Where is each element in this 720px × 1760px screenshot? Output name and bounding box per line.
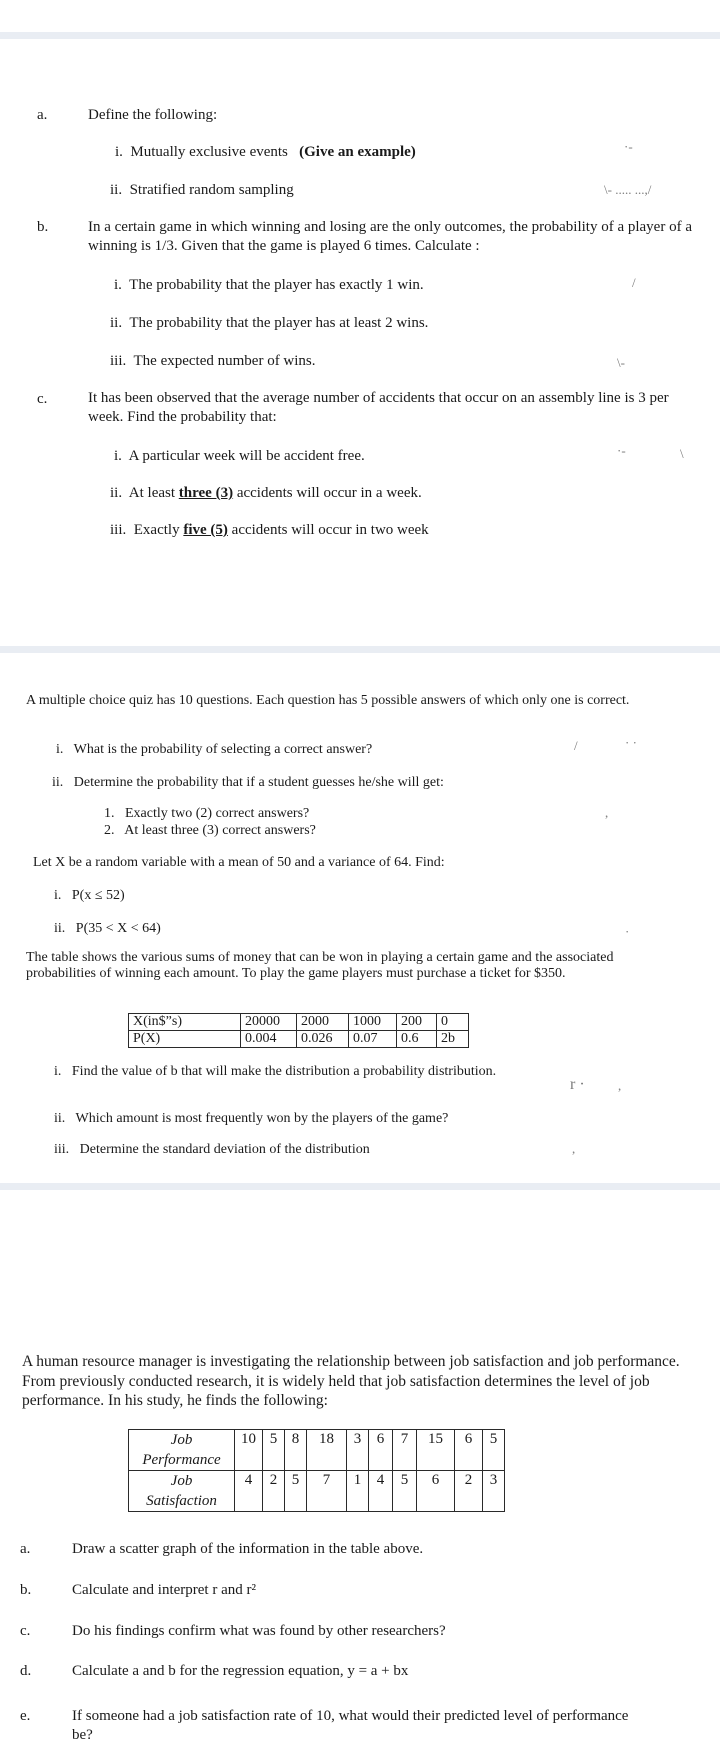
quiz-question-2 xyxy=(52,773,444,792)
item-number: ii. xyxy=(52,775,64,790)
row-label-satisfaction: Job Satisfaction xyxy=(129,1471,235,1512)
question-letter-b: b. xyxy=(37,219,49,235)
satisfaction-value: 3 xyxy=(483,1471,505,1512)
item-number: ii. xyxy=(54,1111,66,1126)
table-row-performance xyxy=(129,1430,505,1471)
item-text: The probability that the player has at least 2 wins. xyxy=(129,315,429,331)
satisfaction-value: 4 xyxy=(235,1471,263,1512)
performance-value: 3 xyxy=(347,1430,369,1471)
pen-mark: / xyxy=(574,738,578,753)
item-emphasis: (Give an example) xyxy=(299,144,416,160)
question-b-item-3 xyxy=(110,352,316,371)
item-text: A particular week will be accident free. xyxy=(128,448,365,464)
item-number: i. xyxy=(115,144,123,160)
pen-mark: \- ..... ...,/ xyxy=(604,182,652,197)
job-relationship-table xyxy=(128,1429,505,1512)
item-text-pre: Exactly xyxy=(133,522,184,538)
quiz-sub-2 xyxy=(104,822,316,839)
item-text-pre: At least xyxy=(128,485,179,501)
item-text: P(35 < X < 64) xyxy=(75,921,161,936)
pen-mark: , xyxy=(572,1141,576,1156)
item-number: 2. xyxy=(104,823,115,838)
x-value: 200 xyxy=(397,1014,437,1031)
item-text-post: accidents will occur in a week. xyxy=(233,485,422,501)
question-c-item-2 xyxy=(110,484,422,503)
table-row-p xyxy=(129,1031,469,1048)
p-value: 0.026 xyxy=(297,1031,349,1048)
item-number: i. xyxy=(114,448,122,464)
performance-value: 7 xyxy=(393,1430,417,1471)
item-number: 1. xyxy=(104,806,115,821)
performance-value: 15 xyxy=(417,1430,455,1471)
item-text: Exactly two (2) correct answers? xyxy=(125,806,310,821)
quiz-intro: A multiple choice quiz has 10 questions. Each question has 5 possible answers of which only one is correct. xyxy=(26,693,630,708)
hr-intro: A human resource manager is investigating the relationship between job satisfaction and job performance. From previously conducted research, it is widely held that job satisfaction determines the level of job performance. In his study, he finds the following: xyxy=(22,1353,680,1409)
item-text: Stratified random sampling xyxy=(129,182,294,198)
performance-value: 6 xyxy=(455,1430,483,1471)
p-value: 0.07 xyxy=(349,1031,397,1048)
question-c-item-1 xyxy=(114,447,365,466)
item-number: i. xyxy=(54,888,62,903)
random-variable-item-2 xyxy=(54,919,161,938)
task-letter-c: c. xyxy=(20,1623,31,1639)
pen-mark: , xyxy=(618,1078,622,1093)
pen-mark: · xyxy=(625,924,630,939)
item-text-post: accidents will occur in two week xyxy=(227,522,429,538)
task-letter-d: d. xyxy=(20,1663,32,1679)
item-number: iii. xyxy=(110,353,127,369)
task-letter-b: b. xyxy=(20,1582,32,1598)
question-b-item-1 xyxy=(114,276,424,295)
table-row-x xyxy=(129,1014,469,1031)
item-text: Find the value of b that will make the distribution a probability distribution. xyxy=(71,1064,497,1079)
item-text: Mutually exclusive events xyxy=(130,144,288,160)
question-b-item-2 xyxy=(110,314,428,333)
item-text: Determine the probability that if a student guesses he/she will get: xyxy=(73,775,444,790)
question-a-item-2 xyxy=(110,181,294,200)
item-number: ii. xyxy=(110,315,123,331)
random-variable-item-1 xyxy=(54,886,125,905)
performance-value: 5 xyxy=(263,1430,285,1471)
row-label-performance: Job Performance xyxy=(129,1430,235,1471)
item-number: i. xyxy=(54,1064,62,1079)
p-value: 0.004 xyxy=(241,1031,297,1048)
satisfaction-value: 6 xyxy=(417,1471,455,1512)
task-a-text: Draw a scatter graph of the information in the table above. xyxy=(72,1541,424,1557)
item-number: i. xyxy=(56,742,64,757)
item-text: The expected number of wins. xyxy=(133,353,316,369)
x-value: 0 xyxy=(437,1014,469,1031)
item-text: At least three (3) correct answers? xyxy=(124,823,316,838)
question-letter-a: a. xyxy=(37,107,48,123)
x-value: 20000 xyxy=(241,1014,297,1031)
pen-mark: r · xyxy=(570,1076,585,1093)
random-variable-text: Let X be a random variable with a mean of 50 and a variance of 64. Find: xyxy=(33,855,445,870)
question-c-text: It has been observed that the average number of accidents that occur on an assembly line is 3 per week. Find the probability that: xyxy=(88,390,669,425)
item-number: iii. xyxy=(54,1142,70,1157)
question-b-text: In a certain game in which winning and losing are the only outcomes, the probability of a player of a winning is 1/3. Given that the game is played 6 times. Calculate : xyxy=(88,219,692,254)
section-divider-lower xyxy=(0,1183,720,1190)
pen-mark: \- xyxy=(617,355,625,370)
p-value: 0.6 xyxy=(397,1031,437,1048)
satisfaction-value: 2 xyxy=(263,1471,285,1512)
performance-value: 18 xyxy=(307,1430,347,1471)
performance-value: 6 xyxy=(369,1430,393,1471)
item-underlined: five (5) xyxy=(183,522,228,538)
game-text: The table shows the various sums of money that can be won in playing a certain game and the associated probabilities of winning each amount. To play the game players must purchase a ticket for $350. xyxy=(26,950,614,981)
game-item-3 xyxy=(54,1140,370,1159)
question-c-item-3 xyxy=(110,521,429,540)
item-text: The probability that the player has exactly 1 win. xyxy=(129,277,424,293)
item-text: Which amount is most frequently won by the players of the game? xyxy=(75,1111,449,1126)
game-item-2 xyxy=(54,1109,448,1128)
satisfaction-value: 7 xyxy=(307,1471,347,1512)
section-divider-middle xyxy=(0,646,720,653)
item-text: P(x ≤ 52) xyxy=(71,888,125,903)
item-number: i. xyxy=(114,277,122,293)
question-a-text: Define the following: xyxy=(88,107,218,123)
section-divider-top xyxy=(0,32,720,39)
p-value: 2b xyxy=(437,1031,469,1048)
item-text: Determine the standard deviation of the distribution xyxy=(79,1142,370,1157)
item-number: ii. xyxy=(54,921,66,936)
item-number: ii. xyxy=(110,485,123,501)
task-c-text: Do his findings confirm what was found by other researchers? xyxy=(72,1623,446,1639)
performance-value: 8 xyxy=(285,1430,307,1471)
question-a-item-1 xyxy=(115,143,416,162)
quiz-question-1 xyxy=(56,740,372,759)
pen-mark: , xyxy=(605,805,609,820)
item-text: What is the probability of selecting a correct answer? xyxy=(73,742,373,757)
task-letter-a: a. xyxy=(20,1541,31,1557)
task-d-text: Calculate a and b for the regression equation, y = a + bx xyxy=(72,1663,409,1679)
item-number: iii. xyxy=(110,522,127,538)
item-underlined: three (3) xyxy=(178,485,234,501)
pen-mark: \ xyxy=(680,446,684,461)
quiz-sub-1 xyxy=(104,805,309,822)
question-letter-c: c. xyxy=(37,391,48,407)
task-letter-e: e. xyxy=(20,1708,31,1724)
item-number: ii. xyxy=(110,182,123,198)
table-row-satisfaction xyxy=(129,1471,505,1512)
game-item-1 xyxy=(54,1062,496,1081)
task-e-text: If someone had a job satisfaction rate of 10, what would their predicted level of performance be? xyxy=(72,1708,629,1743)
satisfaction-value: 2 xyxy=(455,1471,483,1512)
satisfaction-value: 1 xyxy=(347,1471,369,1512)
game-distribution-table xyxy=(128,1013,469,1048)
performance-value: 10 xyxy=(235,1430,263,1471)
pen-mark: ·- xyxy=(624,139,633,154)
task-b-text: Calculate and interpret r and r² xyxy=(72,1582,256,1598)
pen-mark: · · xyxy=(625,735,637,750)
pen-mark: ·- xyxy=(617,443,626,458)
row-label-x: X(in$”s) xyxy=(129,1014,241,1031)
satisfaction-value: 5 xyxy=(285,1471,307,1512)
pen-mark: / xyxy=(632,275,636,290)
satisfaction-value: 4 xyxy=(369,1471,393,1512)
satisfaction-value: 5 xyxy=(393,1471,417,1512)
performance-value: 5 xyxy=(483,1430,505,1471)
x-value: 1000 xyxy=(349,1014,397,1031)
x-value: 2000 xyxy=(297,1014,349,1031)
row-label-p: P(X) xyxy=(129,1031,241,1048)
